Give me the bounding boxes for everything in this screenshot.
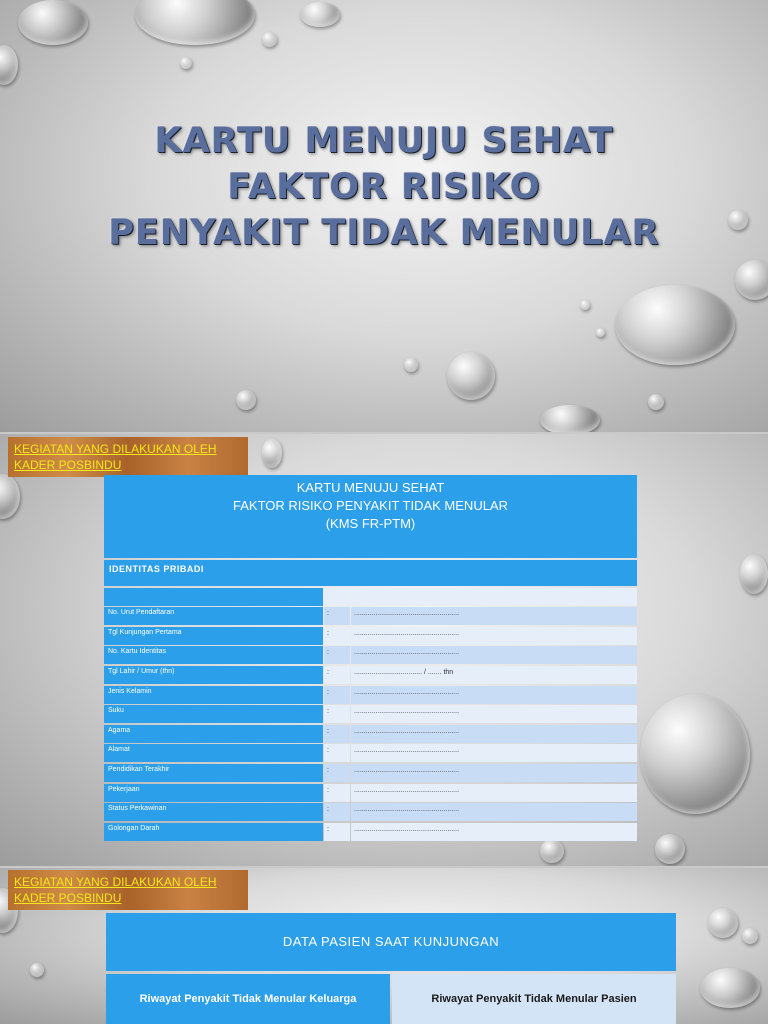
title-line-2: FAKTOR RISIKO	[227, 167, 541, 207]
row-sep: :	[324, 764, 350, 782]
activity-label-line-1: KEGIATAN YANG DILAKUKAN OLEH	[14, 442, 217, 456]
activity-label-line-1: KEGIATAN YANG DILAKUKAN OLEH	[14, 875, 217, 889]
row-label: Jenis Kelamin	[104, 686, 323, 704]
title-slide	[0, 0, 768, 432]
row-sep: :	[324, 627, 350, 645]
row-label: Golongan Darah	[104, 823, 323, 841]
table-row	[104, 705, 637, 723]
water-drop	[615, 285, 735, 365]
row-sep	[324, 588, 350, 606]
row-value[interactable]: ......................................................	[351, 803, 637, 821]
row-value[interactable]: ......................................................	[351, 784, 637, 802]
table-row	[104, 823, 637, 841]
water-drop	[404, 358, 418, 372]
row-value[interactable]: ......................................................	[351, 764, 637, 782]
row-value[interactable]: ......................................................	[351, 627, 637, 645]
activity-label	[8, 437, 248, 477]
water-drop	[540, 405, 600, 432]
water-drop	[262, 32, 277, 47]
row-sep: :	[324, 823, 350, 841]
table-row	[104, 666, 637, 684]
row-value[interactable]: ......................................................	[351, 686, 637, 704]
water-drop	[447, 352, 495, 400]
water-drop	[640, 694, 750, 814]
row-value[interactable]: ......................................................	[351, 823, 637, 841]
water-drop	[300, 2, 340, 27]
row-label: No. Kartu Identitas	[104, 646, 323, 664]
row-sep: :	[324, 803, 350, 821]
table-row	[104, 588, 637, 606]
patient-history-column: Riwayat Penyakit Tidak Menular Pasien	[392, 974, 676, 1024]
table-row	[104, 686, 637, 704]
row-label: Tgl Kunjungan Pertama	[104, 627, 323, 645]
title-line-1: KARTU MENUJU SEHAT	[154, 121, 614, 161]
row-label	[104, 588, 323, 606]
row-sep: :	[324, 744, 350, 762]
activity-label-line-2: KADER POSBINDU	[14, 891, 122, 905]
water-drop	[180, 57, 192, 69]
kms-form	[104, 475, 637, 841]
water-drop	[540, 839, 564, 863]
kms-card-slide	[0, 434, 768, 866]
row-sep: :	[324, 646, 350, 664]
water-drop	[580, 300, 590, 310]
row-label: Alamat	[104, 744, 323, 762]
row-value[interactable]: ......................................................	[351, 725, 637, 743]
patient-data-table	[106, 913, 676, 1024]
row-label: Agama	[104, 725, 323, 743]
family-history-column: Riwayat Penyakit Tidak Menular Keluarga	[106, 974, 390, 1024]
row-value[interactable]: ......................................................	[351, 744, 637, 762]
row-value[interactable]: ......................................................	[351, 646, 637, 664]
water-drop	[700, 968, 760, 1008]
water-drop	[740, 554, 768, 594]
row-label: Suku	[104, 705, 323, 723]
row-value[interactable]: ................................... / ....... thn	[351, 666, 637, 684]
water-drop	[0, 474, 20, 519]
table-row	[104, 627, 637, 645]
water-drop	[0, 45, 18, 85]
row-sep: :	[324, 705, 350, 723]
row-sep: :	[324, 607, 350, 625]
water-drop	[135, 0, 255, 45]
row-label: Pekerjaan	[104, 784, 323, 802]
kms-form-header	[104, 475, 637, 558]
kms-title-line-3: (KMS FR-PTM)	[325, 516, 416, 531]
table-row	[104, 764, 637, 782]
row-sep: :	[324, 686, 350, 704]
table-row	[104, 607, 637, 625]
slide-title	[0, 118, 768, 256]
activity-label-line-2: KADER POSBINDU	[14, 458, 122, 472]
row-label: Pendidikan Terakhir	[104, 764, 323, 782]
table-row	[104, 784, 637, 802]
row-label: Tgl Lahir / Umur (thn)	[104, 666, 323, 684]
water-drop	[708, 908, 738, 938]
row-label: No. Urut Pendaftaran	[104, 607, 323, 625]
patient-data-columns	[106, 974, 676, 1024]
section-heading: IDENTITAS PRIBADI	[104, 560, 637, 586]
table-row	[104, 646, 637, 664]
title-line-3: PENYAKIT TIDAK MENULAR	[108, 213, 660, 253]
water-drop	[742, 928, 758, 944]
water-drop	[648, 394, 664, 410]
kms-title-line-1: KARTU MENUJU SEHAT	[296, 480, 445, 495]
water-drop	[18, 0, 88, 45]
patient-data-slide	[0, 868, 768, 1024]
table-row	[104, 803, 637, 821]
row-sep: :	[324, 666, 350, 684]
water-drop	[596, 328, 605, 337]
kms-title-line-2: FAKTOR RISIKO PENYAKIT TIDAK MENULAR	[233, 498, 508, 513]
row-value[interactable]: ......................................................	[351, 607, 637, 625]
row-sep: :	[324, 725, 350, 743]
row-label: Status Perkawinan	[104, 803, 323, 821]
water-drop	[655, 834, 685, 864]
water-drop	[236, 390, 256, 410]
patient-data-header: DATA PASIEN SAAT KUNJUNGAN	[106, 913, 676, 971]
activity-label	[8, 870, 248, 910]
water-drop	[735, 260, 768, 300]
water-drop	[30, 963, 44, 977]
row-sep: :	[324, 784, 350, 802]
water-drop	[262, 438, 282, 468]
table-row	[104, 725, 637, 743]
table-row	[104, 744, 637, 762]
row-value[interactable]: ......................................................	[351, 705, 637, 723]
row-value	[351, 588, 637, 606]
